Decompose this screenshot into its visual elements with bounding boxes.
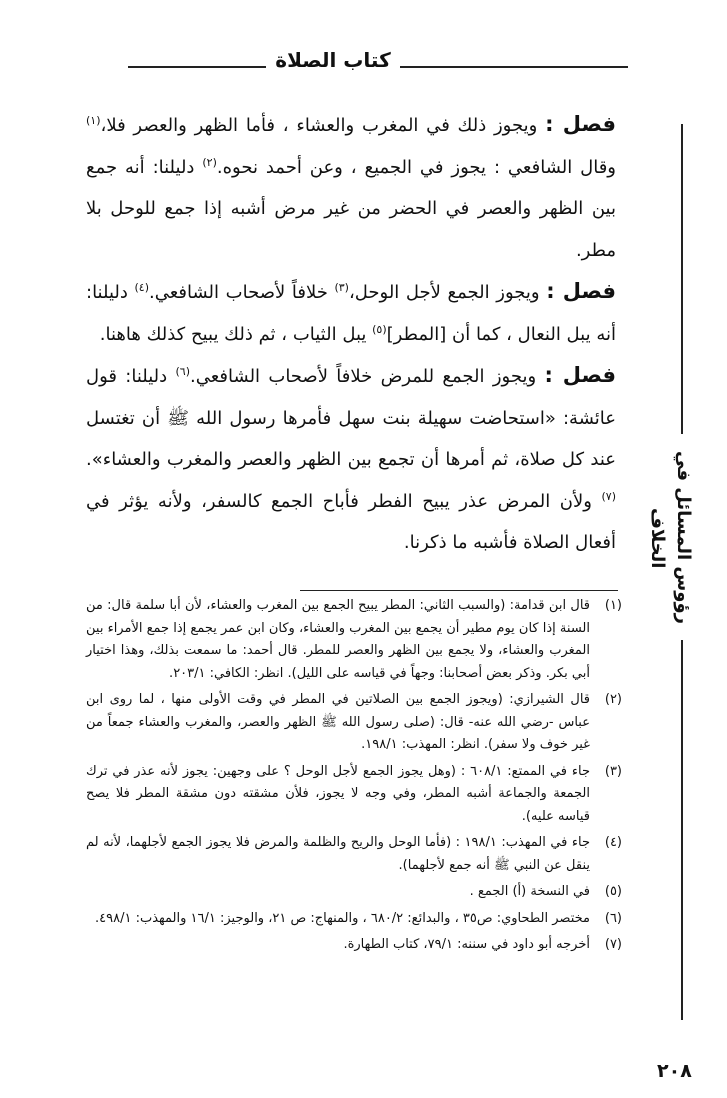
footnote-item [86, 595, 622, 685]
footnote-text: مختصر الطحاوي: ص٣٥ ، والبدائع: ٦٨٠/٢ ، والمنهاج: ص ٢١، والوجيز: ١٦/١ والمهذب: ٤٩٨/١. [95, 910, 590, 926]
paragraph-3 [86, 355, 616, 564]
page-number: ٢٠٨ [657, 1060, 692, 1082]
footnote-ref: (٦) [175, 365, 191, 378]
footnote-text: جاء في الممتع: ٦٠٨/١ : (وهل يجوز الجمع لأجل الوحل ؟ على وجهين: يجوز لأنه عذر في ترك الجمعة والجماعة أشبه المطر، وفي وجه لا يجوز، فلأن مشقته دون مشقة المطر فلا يصح قياسه عليه). [86, 763, 590, 824]
running-header-title: كتاب الصلاة [275, 48, 391, 72]
footnote-item [86, 832, 622, 877]
footnote-ref: (٥) [372, 322, 387, 336]
footnote-text: في النسخة (أ) الجمع . [469, 884, 590, 899]
paragraph-text: ويجوز الجمع للمرض خلافاً لأصحاب الشافعي. [190, 366, 537, 387]
side-rule-bottom [681, 640, 683, 1020]
footnote-text: جاء في المهذب: ١٩٨/١ : (فأما الوحل والريح والظلمة والمرض فلا يجوز الجمع لأجلهما، لأنه لم ينقل عن النبي ﷺ أنه جمع لأجلهما). [86, 835, 590, 873]
footnotes [86, 595, 622, 961]
footnote-item [86, 934, 622, 957]
footnote-text: أخرجه أبو داود في سننه: ٧٩/١، كتاب الطهارة. [343, 937, 590, 952]
paragraph-text: دليلنا: قول عائشة: «استحاضت سهيلة بنت سهل فأمرها رسول الله ﷺ أن تغتسل عند كل صلاة، ثم أمرها أن تجمع بين الظهر والعصر والمغرب والعشاء». [86, 366, 616, 470]
side-running-title: رؤوس المسائل في الخلاف [647, 451, 694, 625]
footnote-ref: (١) [86, 114, 101, 127]
footnote-ref: (٧) [601, 489, 616, 503]
paragraph-text: ولأن المرض عذر يبيح الفطر فأباح الجمع كالسفر، ولأنه يؤثر في أفعال الصلاة فأشبه ما ذكرنا. [86, 490, 616, 553]
paragraph-text: ويجوز ذلك في المغرب والعشاء ، فأما الظهر والعصر فلا، [100, 115, 538, 136]
main-text [86, 104, 616, 564]
footnote-item [86, 908, 622, 931]
paragraph-text: خلافاً لأصحاب الشافعي. [149, 282, 335, 303]
footnote-item [86, 881, 622, 904]
footnote-ref: (٢) [202, 155, 217, 169]
side-rule-top [681, 124, 683, 434]
paragraph-text: ويجوز الجمع لأجل الوحل، [348, 282, 540, 303]
footnote-number: (٧) [604, 937, 622, 952]
paragraph-text: يبل الثياب ، ثم ذلك يبيح كذلك هاهنا. [99, 323, 373, 345]
footnote-number: (٢) [604, 692, 622, 707]
footnote-number: (٤) [604, 835, 622, 850]
footnote-number: (٦) [604, 910, 622, 926]
footnote-separator [300, 590, 618, 591]
section-label: فصل : [544, 363, 616, 387]
header-rule-left [128, 66, 266, 68]
paragraph-text: دليلنا: أنه يبل النعال ، كما أن [المطر] [86, 282, 616, 345]
section-label: فصل : [546, 279, 616, 303]
footnote-text: قال ابن قدامة: (والسبب الثاني: المطر يبيح الجمع بين المغرب والعشاء، لأن أبا سلمة قال: من السنة إذا كان يوم مطير أن يجمع بين المغرب والعشاء، وكان ابن عمر يجمع إذا جمع الأمراء بين المغرب والعشاء، ولا يجمع بين الظهر والعصر للمطر. قال أحمد: ما سمعت بذلك، وهذا اختيار أبي بكر. وذكر بعض أصحابنا: وجهاً في قياسه على الليل). انظر: الكافي: ٢٠٣/١. [86, 598, 590, 681]
footnote-number: (٥) [604, 884, 622, 899]
footnote-ref: (٤) [134, 281, 149, 294]
paragraph-1 [86, 104, 616, 271]
header-rule-right [400, 66, 628, 68]
paragraph-2 [86, 271, 616, 355]
paragraph-text: وقال الشافعي : يجوز في الجميع ، وعن أحمد نحوه. [216, 156, 616, 178]
footnote-item [86, 761, 622, 829]
footnote-ref: (٣) [334, 281, 349, 294]
footnote-number: (١) [604, 598, 622, 613]
footnote-text: قال الشيرازي: (ويجوز الجمع بين الصلاتين في المطر في وقت الأولى منها ، لما روى ابن عباس -رضي الله عنه- قال: (صلى رسول الله ﷺ الظهر والعصر، والمغرب والعشاء جمعاً من غير خوف ولا سفر). انظر: المهذب: ١٩٨/١. [86, 692, 590, 752]
paragraph-text: دليلنا: أنه جمع بين الظهر والعصر في الحضر من غير مرض أشبه إذا جمع للوحل بلا مطر. [86, 156, 616, 261]
section-label: فصل : [545, 112, 616, 136]
footnote-item [86, 689, 622, 757]
footnote-number: (٣) [604, 763, 622, 779]
